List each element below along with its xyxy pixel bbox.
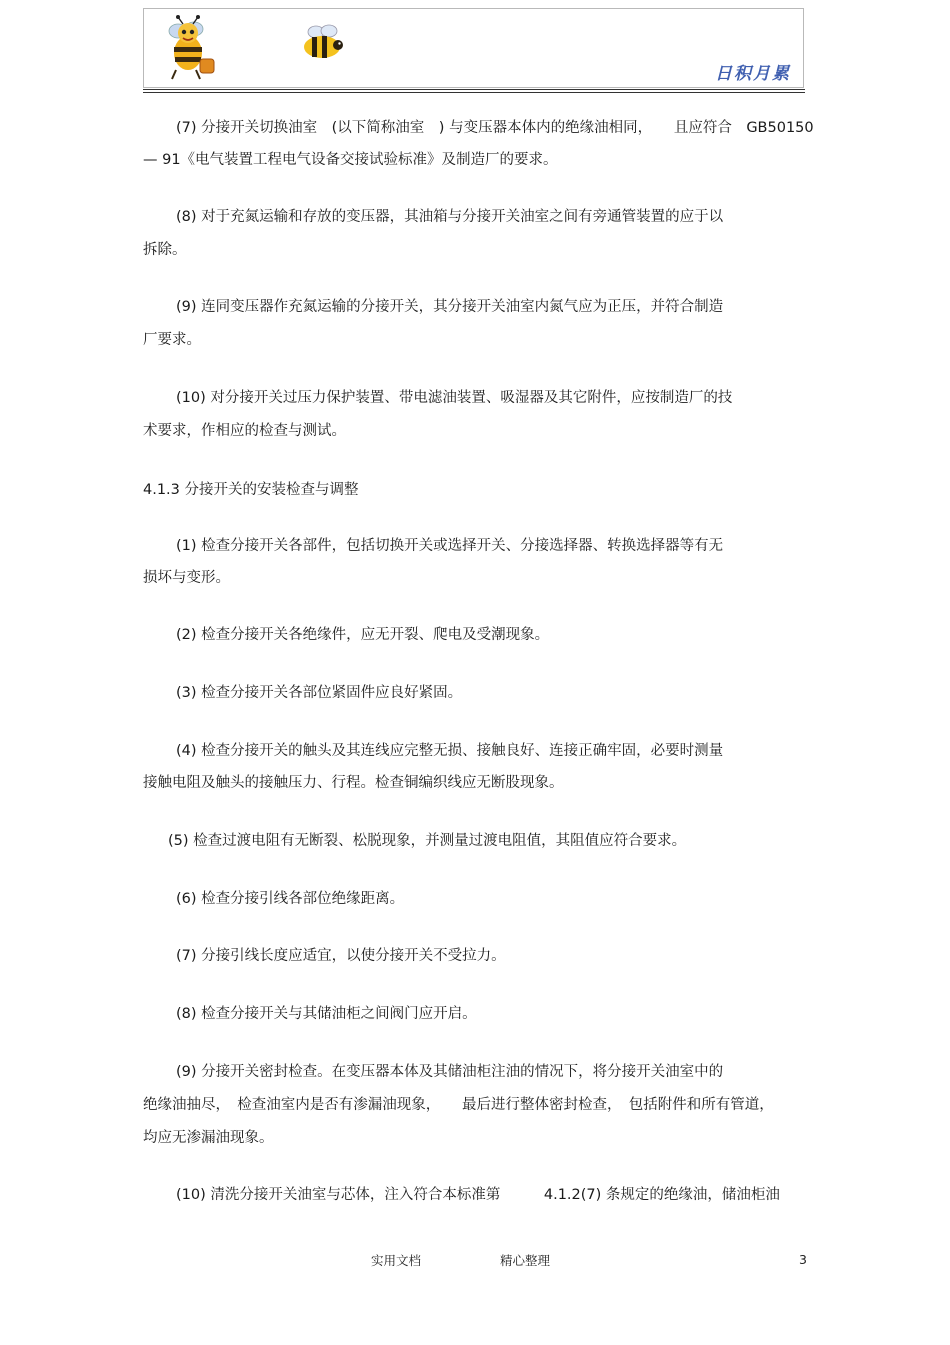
header-rule-top — [143, 89, 805, 90]
paragraph-line: (6) 检查分接引线各部位绝缘距离。 — [176, 891, 405, 907]
page-header — [143, 8, 804, 88]
paragraph-line: 厂要求。 — [143, 332, 201, 348]
paragraph-line: (4) 检查分接开关的触头及其连线应完整无损、接触良好、连接正确牢固，必要时测量 — [176, 743, 724, 759]
paragraph-line: — 91《电气装置工程电气设备交接试验标准》及制造厂的要求。 — [143, 152, 558, 168]
paragraph-line: 均应无渗漏油现象。 — [143, 1130, 274, 1146]
footer-center-text: 精心整理 — [500, 1253, 551, 1268]
paragraph-line: 拆除。 — [143, 242, 187, 258]
paragraph-line: (7) 分接引线长度应适宜，以使分接开关不受拉力。 — [176, 948, 506, 964]
paragraph-line: (10) 对分接开关过压力保护装置、带电滤油装置、吸湿器及其它附件，应按制造厂的技 — [176, 390, 733, 406]
header-rule-bottom — [143, 92, 805, 93]
paragraph-line: (1) 检查分接开关各部件，包括切换开关或选择开关、分接选择器、转换选择器等有无 — [176, 538, 724, 554]
page-number: 3 — [799, 1252, 807, 1267]
paragraph-line: (8) 检查分接开关与其储油柜之间阀门应开启。 — [176, 1006, 477, 1022]
section-heading: 4.1.3 分接开关的安装检查与调整 — [143, 482, 359, 498]
paragraph-line: 术要求，作相应的检查与测试。 — [143, 423, 346, 439]
footer-left-text: 实用文档 — [371, 1253, 422, 1268]
brand-text: 日积月累 — [715, 64, 791, 84]
paragraph-line: 损坏与变形。 — [143, 570, 230, 586]
paragraph-line: (3) 检查分接开关各部位紧固件应良好紧固。 — [176, 685, 463, 701]
paragraph-line: (5) 检查过渡电阻有无断裂、松脱现象，并测量过渡电阻值，其阻值应符合要求。 — [168, 833, 687, 849]
paragraph-line: (9) 分接开关密封检查。在变压器本体及其储油柜注油的情况下，将分接开关油室中的 — [176, 1064, 724, 1080]
paragraph-line: (9) 连同变压器作充氮运输的分接开关，其分接开关油室内氮气应为正压，并符合制造 — [176, 299, 724, 315]
paragraph-line: (8) 对于充氮运输和存放的变压器，其油箱与分接开关油室之间有旁通管装置的应于以 — [176, 209, 724, 225]
paragraph-line: (2) 检查分接开关各绝缘件，应无开裂、爬电及受潮现象。 — [176, 627, 550, 643]
paragraph-line: 绝缘油抽尽， 检查油室内是否有渗漏油现象， 最后进行整体密封检查， 包括附件和所有管道， — [143, 1097, 774, 1113]
bee-icon — [298, 23, 348, 63]
paragraph-line: 接触电阻及触头的接触压力、行程。检查铜编织线应无断股现象。 — [143, 775, 564, 791]
bee-mascot-icon — [156, 15, 224, 83]
paragraph-line: (7) 分接开关切换油室 (以下简称油室 ) 与变压器本体内的绝缘油相同， 且应符合 GB50150 — [176, 120, 814, 136]
paragraph-line: (10) 清洗分接开关油室与芯体，注入符合本标准第 4.1.2(7) 条规定的绝缘油，储油柜油 — [176, 1187, 780, 1203]
